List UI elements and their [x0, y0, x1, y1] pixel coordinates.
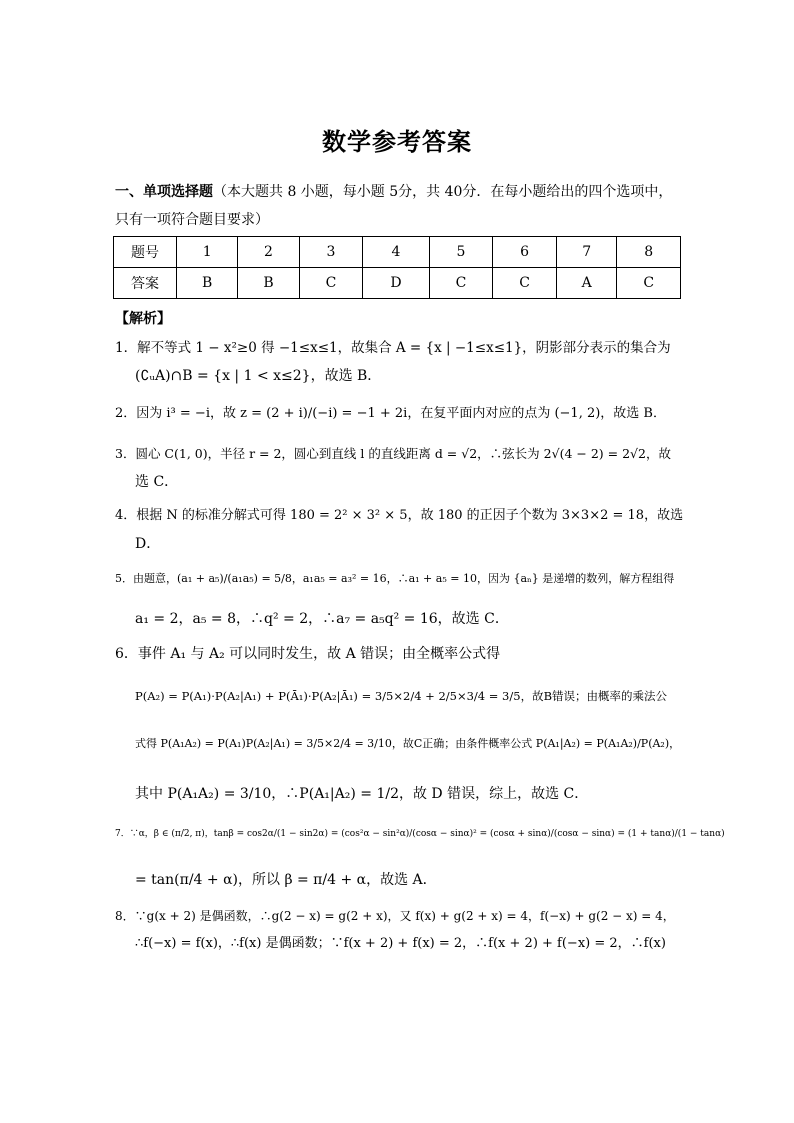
table-cell: C — [617, 268, 681, 299]
table-cell: C — [493, 268, 557, 299]
solution-line: 6．事件 A₁ 与 A₂ 可以同时发生，故 A 错误；由全概率公式得 — [115, 646, 501, 662]
analysis-label: 【解析】 — [115, 311, 171, 327]
solution-line: 式得 P(A₁A₂) = P(A₁)P(A₂|A₁) = 3/5×2/4 = 3/10，故C正确；由条件概率公式 P(A₁|A₂) = P(A₁A₂)/P(A₂)， — [135, 737, 681, 750]
solution-7 — [115, 820, 725, 894]
table-cell: 8 — [617, 237, 681, 268]
solution-3 — [115, 440, 685, 496]
solution-8 — [115, 902, 685, 958]
solution-line: = tan(π/4 + α)，所以 β = π/4 + α，故选 A． — [135, 872, 437, 888]
solution-line: (∁ᵤA)∩B = {x | 1 < x≤2}，故选 B． — [135, 368, 382, 384]
solution-line: 2．因为 i³ = −i，故 z = (2 + i)/(−i) = −1 + 2i，在复平面内对应的点为 (−1, 2)，故选 B． — [115, 406, 666, 421]
page-title: 数学参考答案 — [322, 128, 472, 156]
table-cell: 答案 — [114, 268, 177, 299]
table-cell: B — [238, 268, 299, 299]
table-cell: B — [177, 268, 238, 299]
solution-4 — [115, 502, 685, 558]
table-cell: 2 — [238, 237, 299, 268]
section-note: （本大题共 8 小题，每小题 5分，共 40分．在每小题给出的四个选项中，只有一项符合题目要求） — [115, 184, 673, 228]
solution-line: 7．∵α，β ∈ (π/2, π)，tanβ = cos2α/(1 − sin2α) = (cos²α − sin²α)/(cosα − sinα)² = (cosα + sinα)/(cosα − sinα) = (1 + tanα)/(1 − tanα) — [115, 829, 725, 839]
solution-line: 其中 P(A₁A₂) = 3/10，∴P(A₁|A₂) = 1/2，故 D 错误，综上，故选 C． — [135, 786, 589, 802]
solution-line: P(A₂) = P(A₁)·P(A₂|A₁) + P(Ā₁)·P(A₂|Ā₁) = 3/5×2/4 + 2/5×3/4 = 3/5，故B错误；由概率的乘法公 — [135, 689, 668, 703]
table-row — [114, 268, 681, 299]
table-cell: C — [299, 268, 363, 299]
table-cell: 3 — [299, 237, 363, 268]
solution-1 — [115, 334, 685, 390]
solution-2 — [115, 400, 685, 428]
solution-6 — [115, 640, 685, 808]
solution-line: 1．解不等式 1 − x²≥0 得 −1≤x≤1，故集合 A = {x | −1≤x≤1}，阴影部分表示的集合为 — [115, 340, 671, 356]
table-cell: 1 — [177, 237, 238, 268]
solution-5 — [115, 564, 685, 634]
section-title: 一、单项选择题 — [115, 184, 213, 200]
solution-line: 8．∵g(x + 2) 是偶函数，∴g(2 − x) = g(2 + x)，又 f(x) + g(2 + x) = 4，f(−x) + g(2 − x) = 4， — [115, 909, 675, 923]
table-cell: A — [556, 268, 616, 299]
table-row — [114, 237, 681, 268]
table-cell: 7 — [556, 237, 616, 268]
solution-line: 5．由题意，(a₁ + a₅)/(a₁a₅) = 5/8，a₁a₅ = a₃² = 16，∴a₁ + a₅ = 10，因为 {aₙ} 是递增的数列，解方程组得 — [115, 572, 675, 585]
solution-line: ∴f(−x) = f(x)，∴f(x) 是偶函数；∵f(x + 2) + f(x) = 2，∴f(x + 2) + f(−x) = 2，∴f(x) — [135, 936, 666, 951]
solution-line: 3．圆心 C(1, 0)，半径 r = 2，圆心到直线 l 的直线距离 d = √2，∴弦长为 2√(4 − 2) = 2√2，故 — [115, 446, 671, 461]
table-cell: D — [363, 268, 429, 299]
solution-line: 选 C． — [135, 474, 179, 490]
solution-line: 4．根据 N 的标准分解式可得 180 = 2² × 3² × 5，故 180 的正因子个数为 3×3×2 = 18，故选 — [115, 508, 684, 523]
table-cell: 5 — [429, 237, 493, 268]
solution-line: a₁ = 2，a₅ = 8，∴q² = 2，∴a₇ = a₅q² = 16，故选 C． — [135, 611, 509, 627]
table-cell: 题号 — [114, 237, 177, 268]
table-cell: 4 — [363, 237, 429, 268]
table-cell: C — [429, 268, 493, 299]
answer-table — [113, 236, 681, 299]
solution-line: D． — [135, 536, 161, 552]
table-cell: 6 — [493, 237, 557, 268]
section-heading — [115, 178, 685, 234]
